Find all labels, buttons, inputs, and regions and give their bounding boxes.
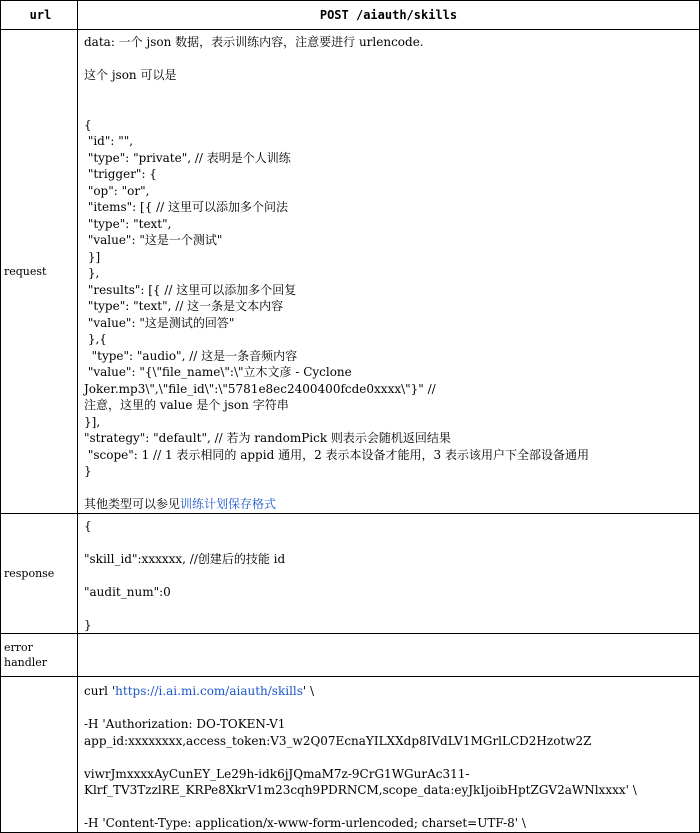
curl-content <box>78 677 700 833</box>
curl-url-link[interactable]: https://i.ai.mi.com/aiauth/skills <box>115 684 303 698</box>
text-line: "skill_id":xxxxxx, //创建后的技能 id <box>84 551 286 566</box>
text-line: "op": "or", <box>84 183 150 198</box>
request-footer <box>84 496 693 513</box>
text-line <box>84 799 693 816</box>
request-footer-text: 其他类型可以参见 <box>84 497 181 511</box>
text-line: "strategy": "default", // 若为 randomPick 则表示会随机返回结果 <box>84 431 451 445</box>
text-line: { <box>84 117 92 132</box>
text-line <box>84 51 693 68</box>
response-label: response <box>1 513 78 634</box>
curl-row <box>1 677 700 833</box>
response-content <box>78 513 700 634</box>
request-label: request <box>1 30 78 514</box>
curl-first-line <box>84 683 693 700</box>
training-plan-format-link[interactable]: 训练计划保存格式 <box>180 497 277 511</box>
text-line <box>84 100 693 117</box>
text-line: { <box>84 518 92 533</box>
text-line: "results": [{ // 这里可以添加多个回复 <box>84 282 297 297</box>
text-line <box>84 700 693 717</box>
text-line: Joker.mp3\",\"file_id\":\"5781e8ec2400400fcde0xxxx\"}" // <box>84 381 436 396</box>
text-line: viwrJmxxxxAyCunEY_Le29h-idk6jJQmaM7z-9CrG1WGurAc311- <box>84 766 470 781</box>
text-line: },{ <box>84 332 107 346</box>
text-line <box>84 749 693 766</box>
text-line: }], <box>84 414 101 429</box>
header-endpoint: POST /aiauth/skills <box>78 1 700 30</box>
text-line <box>84 600 693 617</box>
error-handler-content <box>78 634 700 677</box>
text-line <box>84 534 693 551</box>
error-handler-label <box>1 634 78 677</box>
text-line: "value": "{\"file_name\":\"立木文彦 - Cyclone <box>84 365 352 379</box>
text-line: "type": "audio", // 这是一条音频内容 <box>84 348 298 363</box>
text-line: -H 'Authorization: DO-TOKEN-V1 <box>84 717 286 731</box>
text-line: app_id:xxxxxxxx,access_token:V3_w2Q07EcnaYILXXdp8IVdLV1MGrlLCD2Hzotw2Z <box>84 733 592 748</box>
error-row <box>1 634 700 677</box>
error-label-line1: error <box>4 641 33 654</box>
text-line: -H 'Content-Type: application/x-www-form-urlencoded; charset=UTF-8' \ <box>84 816 526 830</box>
text-line: "audit_num":0 <box>84 584 171 599</box>
text-line <box>84 84 693 101</box>
text-line: "id": "", <box>84 134 134 148</box>
text-line: "value": "这是测试的回答" <box>84 315 235 330</box>
text-line: data: 一个 json 数据，表示训练内容，注意要进行 urlencode. <box>84 35 424 49</box>
error-label-line2: handler <box>4 656 48 669</box>
text-line <box>84 567 693 584</box>
text-line: "type": "text", <box>84 216 172 231</box>
text-line: "type": "private", // 表明是个人训练 <box>84 150 291 165</box>
text-line: Klrf_TV3TzzlRE_KRPe8XkrV1m23cqh9PDRNCM,scope_data:eyJkIjoibHptZGV2aWNlxxxx' \ <box>84 783 637 797</box>
curl-suffix: ' \ <box>302 684 315 698</box>
request-lines <box>84 34 693 496</box>
response-row <box>1 513 700 634</box>
text-line: "type": "text", // 这一条是文本内容 <box>84 299 284 313</box>
text-line: } <box>84 617 92 632</box>
text-line: }] <box>84 249 101 264</box>
curl-lines <box>84 700 693 832</box>
text-line: 注意，这里的 value 是个 json 字符串 <box>84 398 289 412</box>
text-line <box>84 480 693 497</box>
text-line: 这个 json 可以是 <box>84 68 177 82</box>
text-line: "scope": 1 // 1 表示相同的 appid 通用，2 表示本设备才能用，3 表示该用户下全部设备通用 <box>84 447 589 462</box>
request-content <box>78 30 700 514</box>
text-line: "trigger": { <box>84 167 157 181</box>
header-row <box>1 1 700 30</box>
response-lines <box>84 518 693 634</box>
request-row <box>1 30 700 514</box>
text-line: }, <box>84 266 100 280</box>
curl-prefix: curl ' <box>84 684 116 698</box>
text-line: "items": [{ // 这里可以添加多个问法 <box>84 200 289 214</box>
header-url-label: url <box>1 1 78 30</box>
text-line: } <box>84 464 92 478</box>
curl-label <box>1 677 78 833</box>
text-line: "value": "这是一个测试" <box>84 233 223 247</box>
